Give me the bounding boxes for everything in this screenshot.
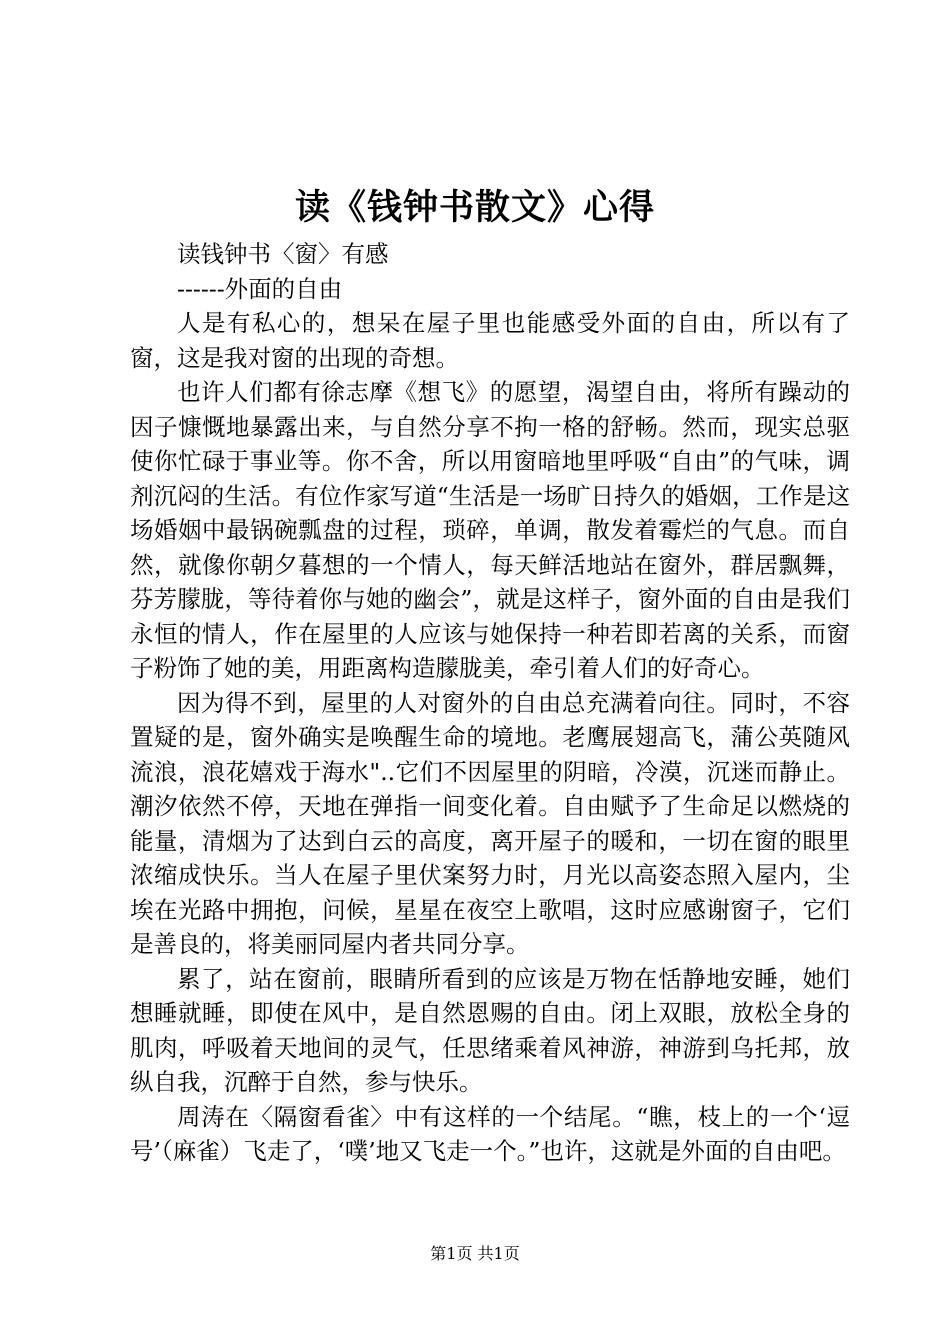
paragraph: 周涛在〈隔窗看雀〉中有这样的一个结尾。“瞧，枝上的一个‘逗号’（麻雀）飞走了，‘噗’地又飞走一个。”也许，这就是外面的自由吧。 xyxy=(130,1102,850,1165)
paragraph: 因为得不到，屋里的人对窗外的自由总充满着向往。同时，不容置疑的是，窗外确实是唤醒生命的境地。老鹰展翅高飞，蒲公英随风流浪，浪花嬉戏于海水"..它们不因屋里的阴暗，冷漠，沉迷而静止。潮汐依然不停，天地在弹指一间变化着。自由赋予了生命足以燃烧的能量，清烟为了达到白云的高度，离开屋子的暖和，一切在窗的眼里浓缩成快乐。当人在屋子里伏案努力时，月光以高姿态照入屋内，尘埃在光路中拥抱，问候，星星在夜空上歌唱，这时应感谢窗子，它们是善良的，将美丽同屋内者共同分享。 xyxy=(130,688,850,958)
document-title: 读《钱钟书散文》心得 xyxy=(294,187,655,228)
subtitle-line: 读钱钟书〈窗〉有感 xyxy=(177,240,389,268)
document-body xyxy=(130,237,850,1169)
paragraph: 累了，站在窗前，眼睛所看到的应该是万物在恬静地安睡，她们想睡就睡，即使在风中，是自然恩赐的自由。闭上双眼，放松全身的肌肉，呼吸着天地间的灵气，任思绪乘着风神游，神游到乌托邦，放纵自我，沉醉于自然，参与快乐。 xyxy=(130,964,850,1096)
subtitle-dash-line: ------外面的自由 xyxy=(177,274,343,303)
page-footer: 第1页 共1页 xyxy=(430,1244,520,1263)
paragraph: 也许人们都有徐志摩《想飞》的愿望，渴望自由，将所有躁动的因子慷慨地暴露出来，与自然分享不拘一格的舒畅。然而，现实总驱使你忙碌于事业等。你不舍，所以用窗暗地里呼吸“自由”的气味，调剂沉闷的生活。有位作家写道“生活是一场旷日持久的婚姻，工作是这场婚姻中最锅碗瓢盘的过程，琐碎，单调，散发着霉烂的气息。而自然，就像你朝夕暮想的一个情人，每天鲜活地站在窗外，群居飘舞，芬芳朦胧，等待着你与她的幽会”，就是这样子，窗外面的自由是我们永恒的情人，作在屋里的人应该与她保持一种若即若离的关系，而窗子粉饰了她的美，用距离构造朦胧美，牵引着人们的好奇心。 xyxy=(130,378,850,682)
paragraph: 人是有私心的，想呆在屋子里也能感受外面的自由，所以有了窗，这是我对窗的出现的奇想。 xyxy=(130,309,850,372)
